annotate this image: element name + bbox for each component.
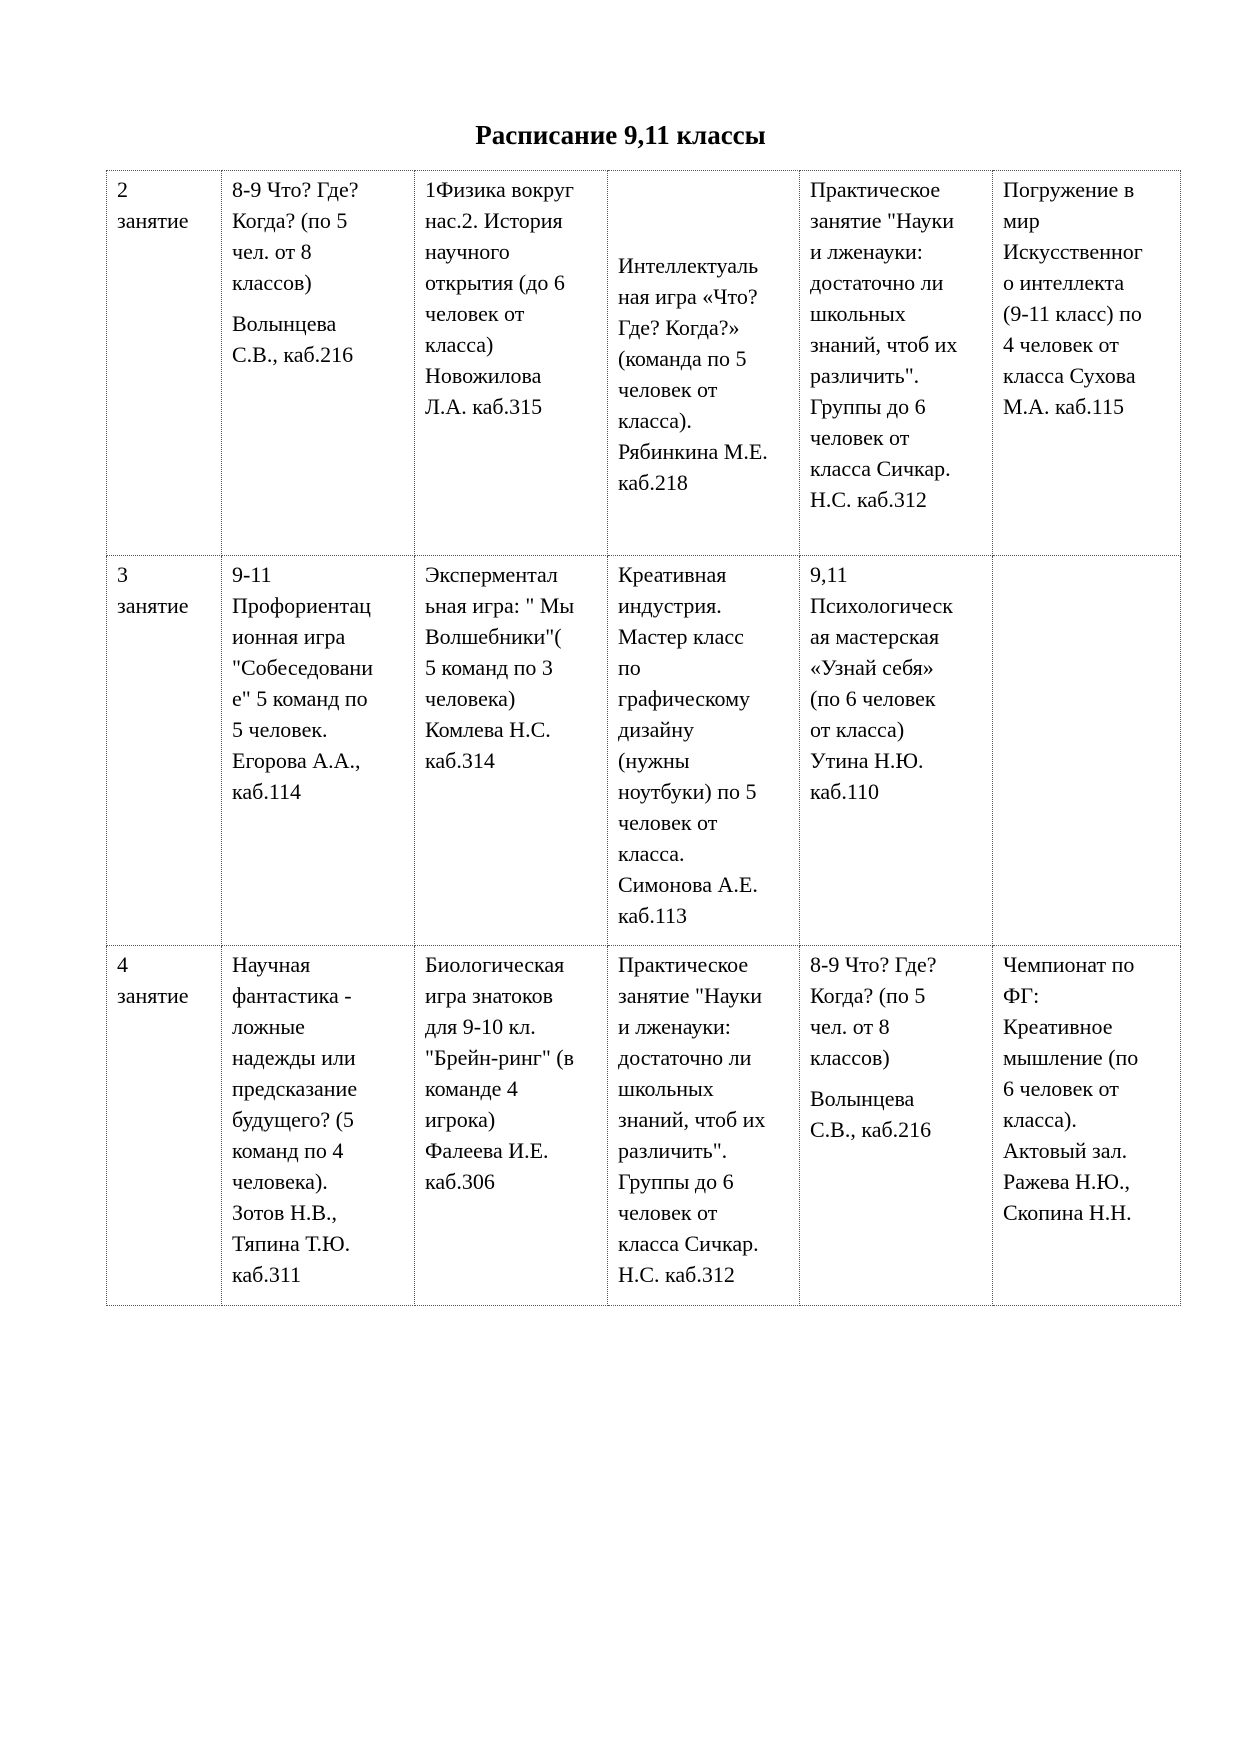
activity-cell [608, 556, 800, 946]
activity-text: 8-9 Что? Где? Когда? (по 5 чел. от 8 классов) [810, 952, 937, 1070]
activity-cell [222, 556, 415, 946]
activity-cell [608, 946, 800, 1306]
session-label: 2 занятие [117, 177, 189, 233]
table-row-session-4 [107, 946, 1181, 1306]
activity-text: Практическое занятие "Науки и лженауки: достаточно ли школьных знаний, чтоб их различить". Группы до 6 человек от класса Сичкар. Н.С. каб.312 [618, 952, 766, 1287]
activity-text: Креативная индустрия. Мастер класс по графическому дизайну (нужны ноутбуки) по 5 человек от класса. Симонова А.Е. каб.113 [618, 562, 758, 928]
activity-cell [800, 946, 993, 1306]
activity-text: Погружение в мир Искусственног о интеллекта (9-11 класс) по 4 человек от класса Сухова М.А. каб.115 [1003, 177, 1143, 419]
activity-cell [415, 556, 608, 946]
page-title: Расписание 9,11 классы [475, 120, 766, 150]
session-cell [107, 556, 222, 946]
session-cell [107, 946, 222, 1306]
activity-teacher: Волынцева С.В., каб.216 [232, 311, 354, 367]
activity-cell [222, 946, 415, 1306]
activity-cell [415, 946, 608, 1306]
activity-cell [800, 171, 993, 556]
activity-text: 9,11 Психологическ ая мастерская «Узнай себя» (по 6 человек от класса) Утина Н.Ю. каб.110 [810, 562, 953, 804]
session-label: 4 занятие [117, 952, 189, 1008]
activity-cell [415, 171, 608, 556]
activity-text: Чемпионат по ФГ: Креативное мышление (по 6 человек от класса). Актовый зал. Ражева Н.Ю., Скопина Н.Н. [1003, 952, 1139, 1225]
activity-cell [993, 171, 1181, 556]
session-label: 3 занятие [117, 562, 189, 618]
activity-cell [800, 556, 993, 946]
table-row-session-2 [107, 171, 1181, 556]
schedule-table [106, 170, 1181, 1306]
activity-text: 9-11 Профориентац ионная игра "Собеседовани е" 5 команд по 5 человек. Егорова А.А., каб.114 [232, 562, 373, 804]
activity-text: Практическое занятие "Науки и лженауки: достаточно ли школьных знаний, чтоб их различить". Группы до 6 человек от класса Сичкар. Н.С. каб.312 [810, 177, 958, 512]
activity-text: Эксперментал ьная игра: " Мы Волшебники"( 5 команд по 3 человека) Комлева Н.С. каб.314 [425, 562, 575, 773]
activity-text: Интеллектуаль ная игра «Что? Где? Когда?» (команда по 5 человек от класса). Рябинкина М.Е. каб.218 [618, 253, 768, 495]
activity-text: 8-9 Что? Где? Когда? (по 5 чел. от 8 классов) [232, 177, 359, 295]
session-cell [107, 171, 222, 556]
activity-cell [222, 171, 415, 556]
activity-cell [993, 946, 1181, 1306]
activity-cell [608, 171, 800, 556]
activity-text: Научная фантастика - ложные надежды или предсказание будущего? (5 команд по 4 человека). Зотов Н.В., Тяпина Т.Ю. каб.311 [232, 952, 358, 1287]
activity-text: Биологическая игра знатоков для 9-10 кл. "Брейн-ринг" (в команде 4 игрока) Фалеева И.Е. каб.306 [425, 952, 575, 1194]
activity-teacher: Волынцева С.В., каб.216 [810, 1086, 932, 1142]
activity-cell-empty [993, 556, 1181, 946]
table-row-session-3 [107, 556, 1181, 946]
activity-text: 1Физика вокруг нас.2. История научного открытия (до 6 человек от класса) Новожилова Л.А. каб.315 [425, 177, 574, 419]
